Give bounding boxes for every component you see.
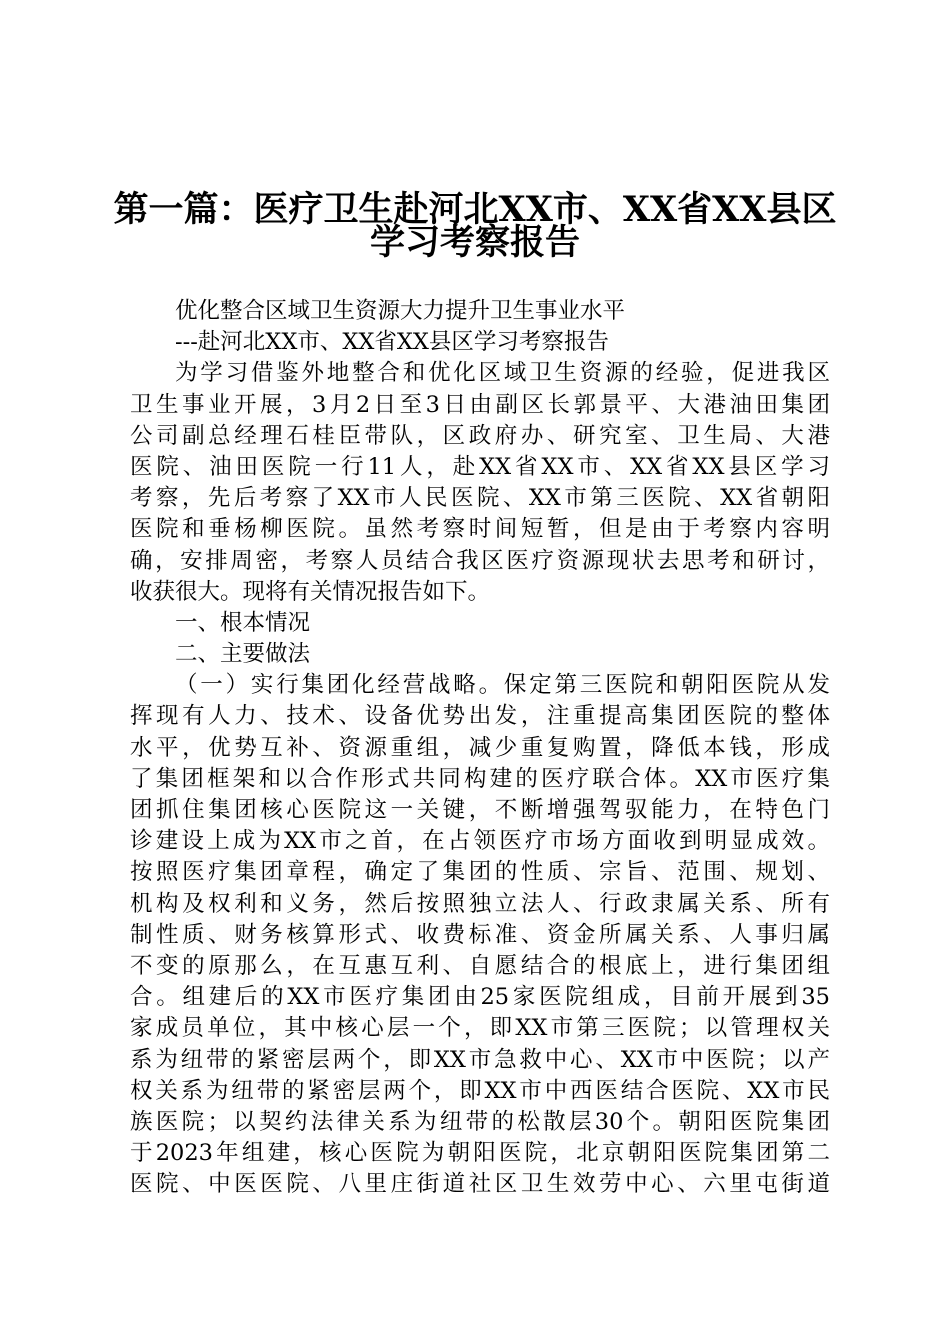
paragraph-line: 确，安排周密，考察人员结合我区医疗资源现状去思考和研讨， xyxy=(130,547,830,574)
paragraph-line: 团抓住集团核心医院这一关键，不断增强驾驭能力，在特色门 xyxy=(130,797,830,823)
paragraph-line: 医院、油田医院一行11人，赴XX省XX市、XX省XX县区学习 xyxy=(130,453,830,480)
paragraph-line: 考察，先后考察了XX市人民医院、XX市第三医院、XX省朝阳 xyxy=(130,485,830,512)
paragraph-line: 医院和垂杨柳医院。虽然考察时间短暂，但是由于考察内容明 xyxy=(130,516,830,543)
paragraph-line: 公司副总经理石桂臣带队，区政府办、研究室、卫生局、大港 xyxy=(130,422,830,449)
document-title-line-2: 学习考察报告 xyxy=(369,222,580,263)
paragraph-line: 不变的原那么，在互惠互利、自愿结合的根底上，进行集团组 xyxy=(130,952,830,979)
subtitle-line: 优化整合区域卫生资源大力提升卫生事业水平 xyxy=(175,298,626,324)
paragraph-line: 按照医疗集团章程，确定了集团的性质、宗旨、范围、规划、 xyxy=(130,859,830,886)
paragraph-line: 系为纽带的紧密层两个，即XX市急救中心、XX市中医院；以产 xyxy=(130,1046,830,1073)
paragraph-line: 族医院；以契约法律关系为纽带的松散层30个。朝阳医院集团 xyxy=(130,1108,830,1135)
paragraph-line: 收获很大。现将有关情况报告如下。 xyxy=(130,578,491,605)
paragraph-line: （一）实行集团化经营战略。保定第三医院和朝阳医院从发 xyxy=(175,672,830,699)
paragraph-line: 家成员单位，其中核心层一个，即XX市第三医院；以管理权关 xyxy=(130,1015,830,1042)
paragraph-line: 机构及权利和义务，然后按照独立法人、行政隶属关系、所有 xyxy=(130,890,830,917)
paragraph-line: 医院、中医医院、八里庄街道社区卫生效劳中心、六里屯街道 xyxy=(130,1171,830,1198)
paragraph-line: 诊建设上成为XX市之首，在占领医疗市场方面收到明显成效。 xyxy=(130,828,830,855)
paragraph-line: 权关系为纽带的紧密层两个，即XX市中西医结合医院、XX市民 xyxy=(130,1077,830,1104)
paragraph-line: 于2023年组建，核心医院为朝阳医院，北京朝阳医院集团第二 xyxy=(130,1140,830,1167)
document-body xyxy=(130,296,830,1200)
paragraph-line: 为学习借鉴外地整合和优化区域卫生资源的经验，促进我区 xyxy=(175,360,830,387)
paragraph-line: 卫生事业开展，3月2日至3日由副区长郭景平、大港油田集团 xyxy=(130,391,830,418)
paragraph-line: 制性质、财务核算形式、收费标准、资金所属关系、人事归属 xyxy=(130,921,830,948)
paragraph-line: 水平，优势互补、资源重组，减少重复购置，降低本钱，形成 xyxy=(130,734,830,761)
section-heading: 一、根本情况 xyxy=(175,609,311,636)
paragraph-line: 合。组建后的XX市医疗集团由25家医院组成，目前开展到35 xyxy=(130,984,830,1011)
document-title-line-1: 第一篇：医疗卫生赴河北XX市、XX省XX县区 xyxy=(113,189,837,230)
paragraph-line: 挥现有人力、技术、设备优势出发，注重提高集团医院的整体 xyxy=(130,703,830,730)
subtitle-line: ---赴河北XX市、XX省XX县区学习考察报告 xyxy=(175,329,609,356)
paragraph-line: 了集团框架和以合作形式共同构建的医疗联合体。XX市医疗集 xyxy=(130,765,830,792)
section-heading: 二、主要做法 xyxy=(175,641,311,668)
